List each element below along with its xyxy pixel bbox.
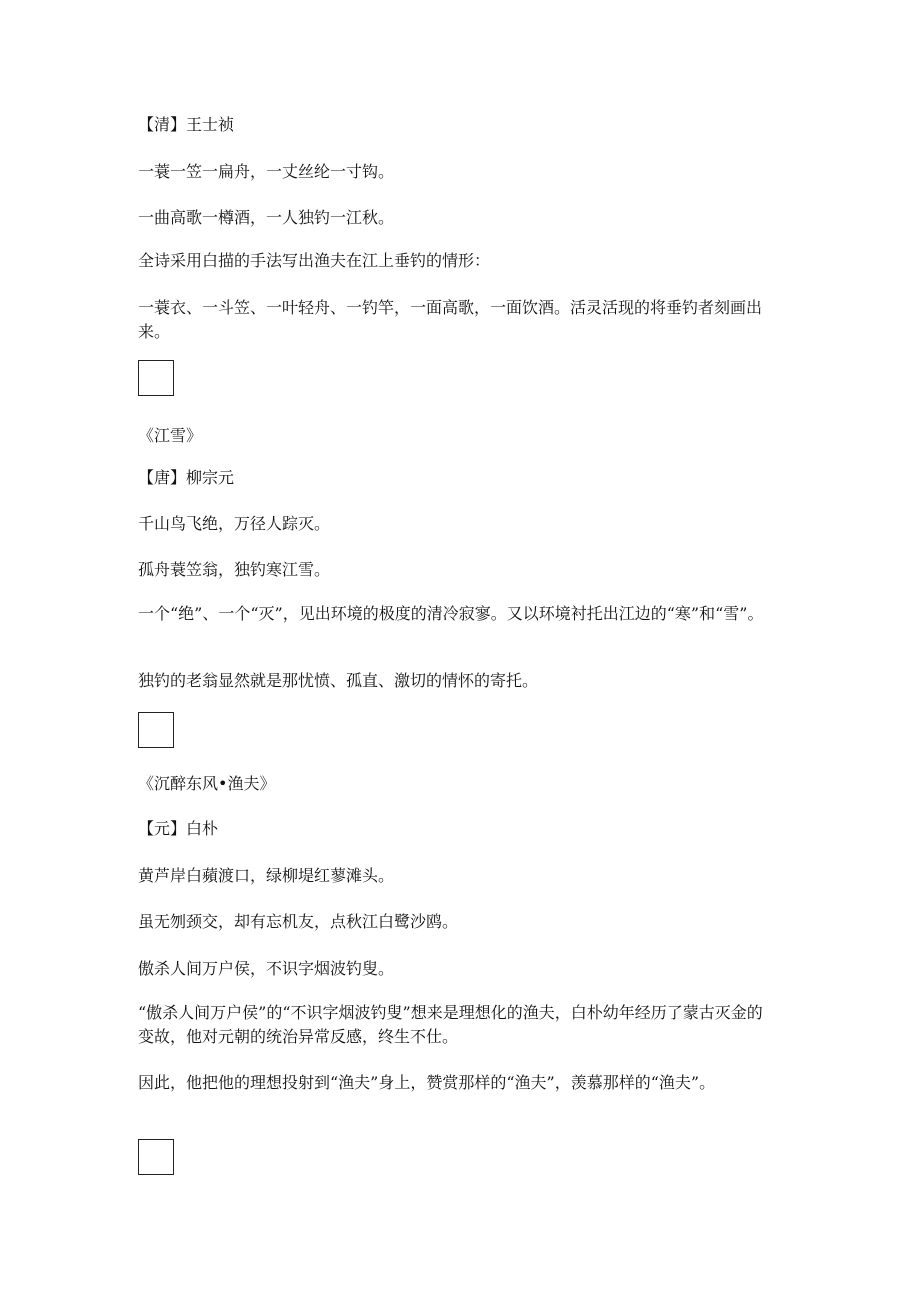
commentary-paragraph: 独钓的老翁显然就是那忧愤、孤直、激切的情怀的寄托。	[138, 671, 539, 690]
commentary-paragraph: 因此，他把他的理想投射到“渔夫”身上，赞赏那样的“渔夫”，羡慕那样的“渔夫”。	[138, 1073, 716, 1092]
image-placeholder	[138, 1139, 174, 1175]
poem-author: 【清】王士祯	[138, 115, 235, 134]
image-placeholder	[138, 360, 174, 396]
poem-title: 《江雪》	[138, 426, 203, 445]
poem-line: 一曲高歌一樽酒，一人独钓一江秋。	[138, 208, 395, 227]
poem-line: 黄芦岸白蘋渡口，绿柳堤红蓼滩头。	[138, 866, 395, 885]
poem-line: 傲杀人间万户侯，不识字烟波钓叟。	[138, 959, 395, 978]
poem-author: 【元】白朴	[138, 819, 219, 838]
commentary-paragraph: 一个“绝”、一个“灭”，见出环境的极度的清冷寂寥。又以环境衬托出江边的“寒”和“雪”。	[138, 604, 764, 623]
poem-line: 孤舟蓑笠翁，独钓寒江雪。	[138, 560, 331, 579]
commentary-paragraph: 一蓑衣、一斗笠、一叶轻舟、一钓竿，一面高歌，一面饮酒。活灵活现的将垂钓者刻画出来。	[138, 298, 763, 341]
poem-line: 千山鸟飞绝，万径人踪灭。	[138, 514, 331, 533]
image-placeholder	[138, 712, 174, 748]
poem-author: 【唐】柳宗元	[138, 468, 235, 487]
poem-title: 《沉醉东风•渔夫》	[138, 774, 276, 793]
poem-line: 虽无刎颈交，却有忘机友，点秋江白鹭沙鸥。	[138, 912, 459, 931]
commentary-paragraph: “傲杀人间万户侯”的“不识字烟波钓叟”想来是理想化的渔夫，白朴幼年经历了蒙古灭金的变故，他对元朝的统治异常反感，终生不仕。	[138, 1003, 763, 1046]
poem-line: 一蓑一笠一扁舟，一丈丝纶一寸钩。	[138, 162, 395, 181]
commentary-paragraph: 全诗采用白描的手法写出渔夫在江上垂钓的情形：	[138, 251, 491, 270]
